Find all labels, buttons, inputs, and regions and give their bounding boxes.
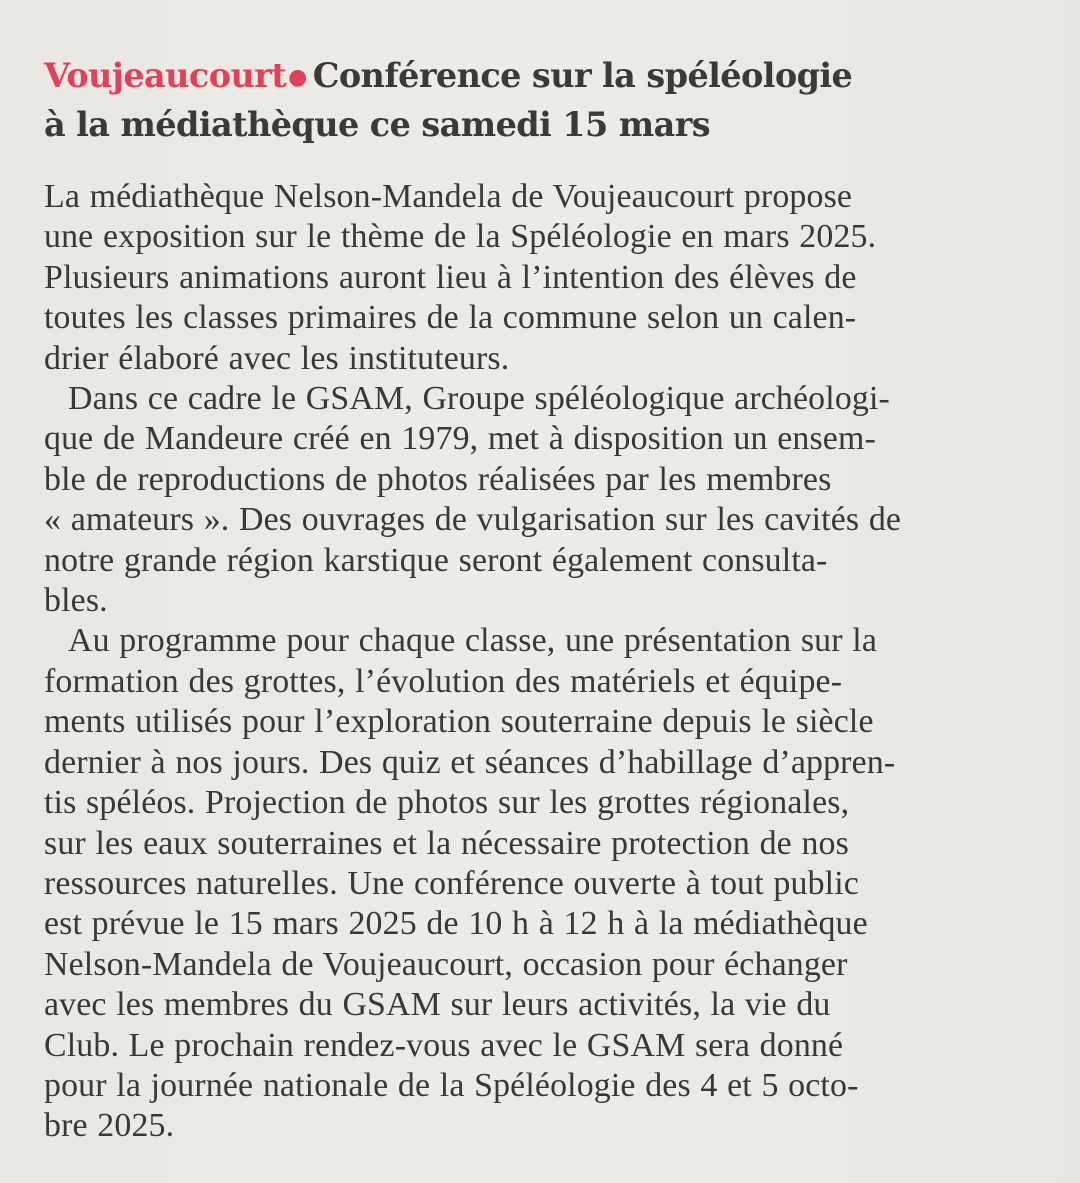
paragraph-line: Nelson-Mandela de Voujeaucourt, occasion pour échanger (44, 945, 848, 983)
paragraph-line: une exposition sur le thème de la Spéléologie en mars 2025. (44, 218, 877, 256)
paragraph-1 (44, 177, 1044, 379)
paragraph-2 (44, 379, 1044, 621)
paragraph-line: pour la journée nationale de la Spéléologie des 4 et 5 octo- (44, 1066, 859, 1104)
headline-line-1: Conférence sur la spéléologie (312, 56, 853, 95)
paragraph-line: Au programme pour chaque classe, une présentation sur la (68, 622, 878, 660)
paragraph-line: Dans ce cadre le GSAM, Groupe spéléologique archéologi- (68, 380, 890, 418)
paragraph-line: sur les eaux souterraines et la nécessaire protection de nos (44, 824, 849, 862)
paragraph-line: notre grande région karstique seront également consulta- (44, 541, 828, 579)
paragraph-line: ressources naturelles. Une conférence ouverte à tout public (44, 864, 859, 902)
paragraph-line: Plusieurs animations auront lieu à l’intention des élèves de (44, 258, 857, 296)
paragraph-line: tis spéléos. Projection de photos sur les grottes régionales, (44, 784, 850, 822)
paragraph-line: avec les membres du GSAM sur leurs activités, la vie du (44, 986, 831, 1024)
paragraph-line: toutes les classes primaires de la commune selon un calen- (44, 299, 857, 337)
paragraph-line: drier élaboré avec les instituteurs. (44, 339, 510, 377)
paragraph-line: Club. Le prochain rendez-vous avec le GSAM sera donné (44, 1026, 844, 1064)
paragraph-line: « amateurs ». Des ouvrages de vulgarisation sur les cavités de (44, 501, 902, 539)
headline-kicker: Voujeaucourt (44, 56, 287, 95)
paragraph-line: bles. (44, 582, 108, 620)
paragraph-line: La médiathèque Nelson-Mandela de Voujeaucourt propose (44, 178, 853, 215)
paragraph-3 (44, 621, 1044, 1146)
paragraph-line: ble de reproductions de photos réalisées par les membres (44, 460, 832, 498)
paragraph-line: bre 2025. (44, 1107, 175, 1145)
bullet-icon: ● (288, 64, 307, 90)
paragraph-line: dernier à nos jours. Des quiz et séances d’habillage d’appren- (44, 743, 896, 781)
paragraph-line: est prévue le 15 mars 2025 de 10 h à 12 h à la médiathèque (44, 905, 868, 943)
paragraph-line: formation des grottes, l’évolution des matériels et équipe- (44, 662, 843, 700)
paragraph-line: que de Mandeure créé en 1979, met à disposition un ensem- (44, 420, 876, 458)
headline (44, 52, 1044, 149)
headline-line-2: à la médiathèque ce samedi 15 mars (44, 105, 711, 144)
article (44, 52, 1044, 1147)
paragraph-line: ments utilisés pour l’exploration souterraine depuis le siècle (44, 703, 874, 741)
